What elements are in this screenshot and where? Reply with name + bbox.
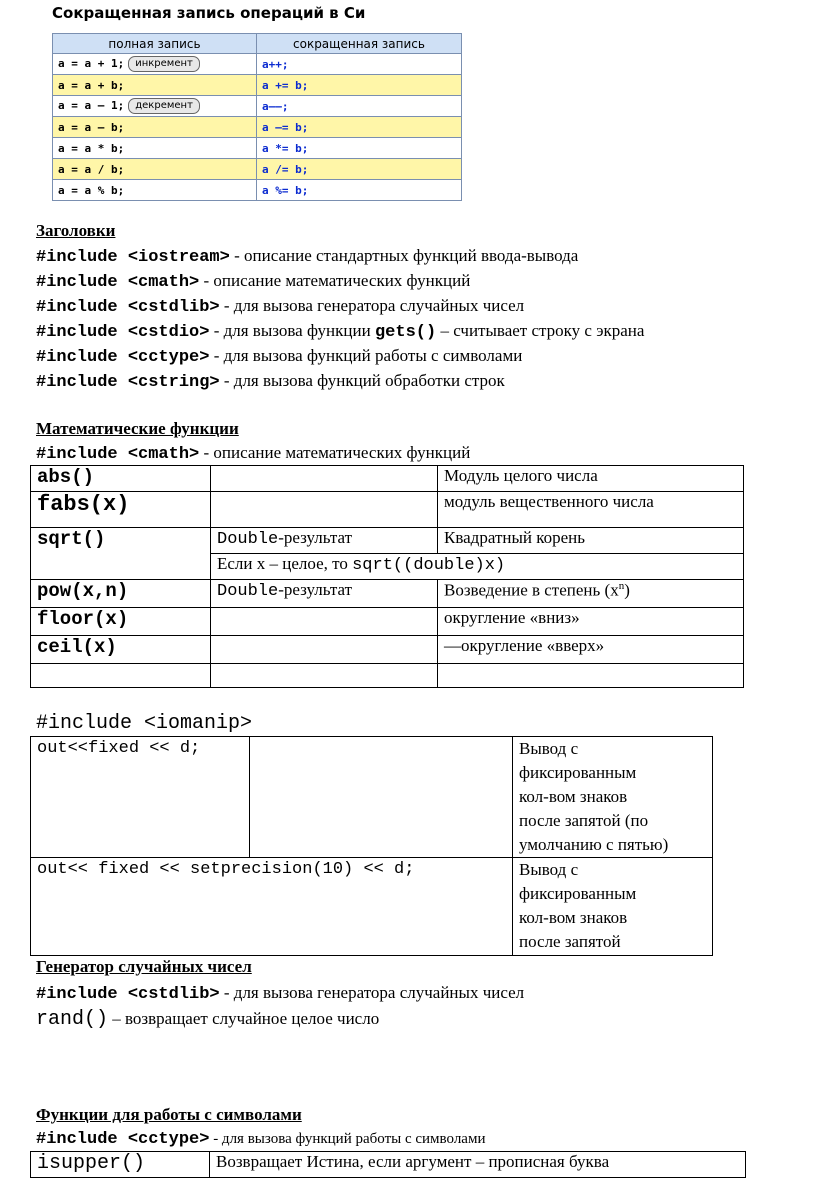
math-include: #include <cmath> - описание математических функций [36, 443, 471, 464]
header-line: #include <cstring> - для вызова функций обработки строк [36, 371, 505, 392]
ops-short: a++; [257, 54, 462, 75]
table-row [31, 528, 744, 554]
header-line: #include <cstdlib> - для вызова генератора случайных чисел [36, 296, 525, 317]
table-row [31, 737, 713, 858]
fn-name: abs() [37, 466, 95, 488]
fn-desc: —округление «вверх» [438, 636, 744, 664]
ops-short: a––; [257, 96, 462, 117]
fn-name: ceil(x) [37, 636, 117, 658]
fn-name: fabs(x) [37, 492, 130, 517]
ops-short: a *= b; [257, 138, 462, 159]
ops-full: a = a * b; [53, 138, 257, 159]
header-line: #include <cctype> - для вызова функций работы с символами [36, 346, 523, 367]
rand-line: rand() – возвращает случайное целое число [36, 1008, 380, 1031]
iomanip-table [30, 736, 713, 956]
chars-title: Функции для работы с символами [36, 1105, 302, 1124]
ops-full: a = a – b; [53, 117, 257, 138]
chars-include: #include <cctype> - для вызова функций работы с символами [36, 1130, 486, 1149]
fn-desc: Возведение в степень $(x^n)$ [438, 580, 744, 608]
ops-header-full: полная запись [53, 34, 257, 54]
ops-table [52, 33, 462, 201]
ops-short: a %= b; [257, 180, 462, 201]
iomanip-title: #include <iomanip> [36, 712, 253, 735]
ops-short: a –= b; [257, 117, 462, 138]
ops-full: a = a % b; [53, 180, 257, 201]
fn-name: sqrt() [37, 528, 106, 550]
math-title: Математические функции [36, 419, 239, 438]
iomanip-code: out<< fixed << setprecision(10) << d; [37, 860, 415, 879]
iomanip-desc: Вывод с фиксированным кол-вом знаков после запятой [513, 858, 713, 956]
math-table [30, 465, 744, 688]
table-row [31, 636, 744, 664]
header-line: #include <cstdio> - для вызова функции gets() – считывает строку с экрана [36, 321, 645, 342]
table-row [31, 466, 744, 492]
iomanip-code: out<<fixed << d; [37, 739, 201, 758]
table-row [31, 664, 744, 688]
ops-title: Сокращенная запись операций в Си [52, 4, 366, 22]
ops-full: a = a + 1; [58, 57, 125, 70]
fn-name: floor(x) [37, 608, 129, 630]
chars-fn: isupper() [37, 1152, 146, 1175]
random-title: Генератор случайных чисел [36, 957, 252, 976]
ops-row [53, 75, 462, 96]
ops-full: a = a / b; [53, 159, 257, 180]
ops-note: декремент [128, 98, 200, 114]
ops-row [53, 96, 462, 117]
chars-desc: Возвращает Истина, если аргумент – прописная буква [210, 1152, 746, 1178]
ops-full: a = a – 1; [58, 99, 125, 112]
table-row [31, 1152, 746, 1178]
ops-row [53, 117, 462, 138]
ops-full: a = a + b; [53, 75, 257, 96]
fn-desc: Модуль целого числа [438, 466, 744, 492]
ops-short: a += b; [257, 75, 462, 96]
chars-table [30, 1151, 746, 1178]
header-line: #include <iostream> - описание стандартных функций ввода-вывода [36, 246, 579, 267]
fn-desc: Квадратный корень [438, 528, 744, 554]
ops-row [53, 138, 462, 159]
fn-name: pow(x,n) [37, 580, 129, 602]
fn-desc: модуль вещественного числа [438, 492, 744, 528]
table-row [31, 858, 713, 956]
fn-desc: округление «вниз» [438, 608, 744, 636]
ops-header-short: сокращенная запись [257, 34, 462, 54]
ops-row [53, 54, 462, 75]
ops-note: инкремент [128, 56, 200, 72]
ops-row [53, 180, 462, 201]
ops-row [53, 159, 462, 180]
headers-title: Заголовки [36, 221, 116, 240]
random-include: #include <cstdlib> - для вызова генератора случайных чисел [36, 983, 525, 1004]
ops-short: a /= b; [257, 159, 462, 180]
fn-result: Double-результат [211, 580, 438, 608]
table-row [31, 580, 744, 608]
table-row [31, 492, 744, 528]
fn-note: Если x – целое, то sqrt((double)x) [211, 554, 744, 580]
fn-result: Double-результат [211, 528, 438, 554]
header-line: #include <cmath> - описание математических функций [36, 271, 471, 292]
table-row [31, 608, 744, 636]
iomanip-desc: Вывод с фиксированным кол-вом знаков после запятой (по умолчанию с пятью) [513, 737, 713, 858]
